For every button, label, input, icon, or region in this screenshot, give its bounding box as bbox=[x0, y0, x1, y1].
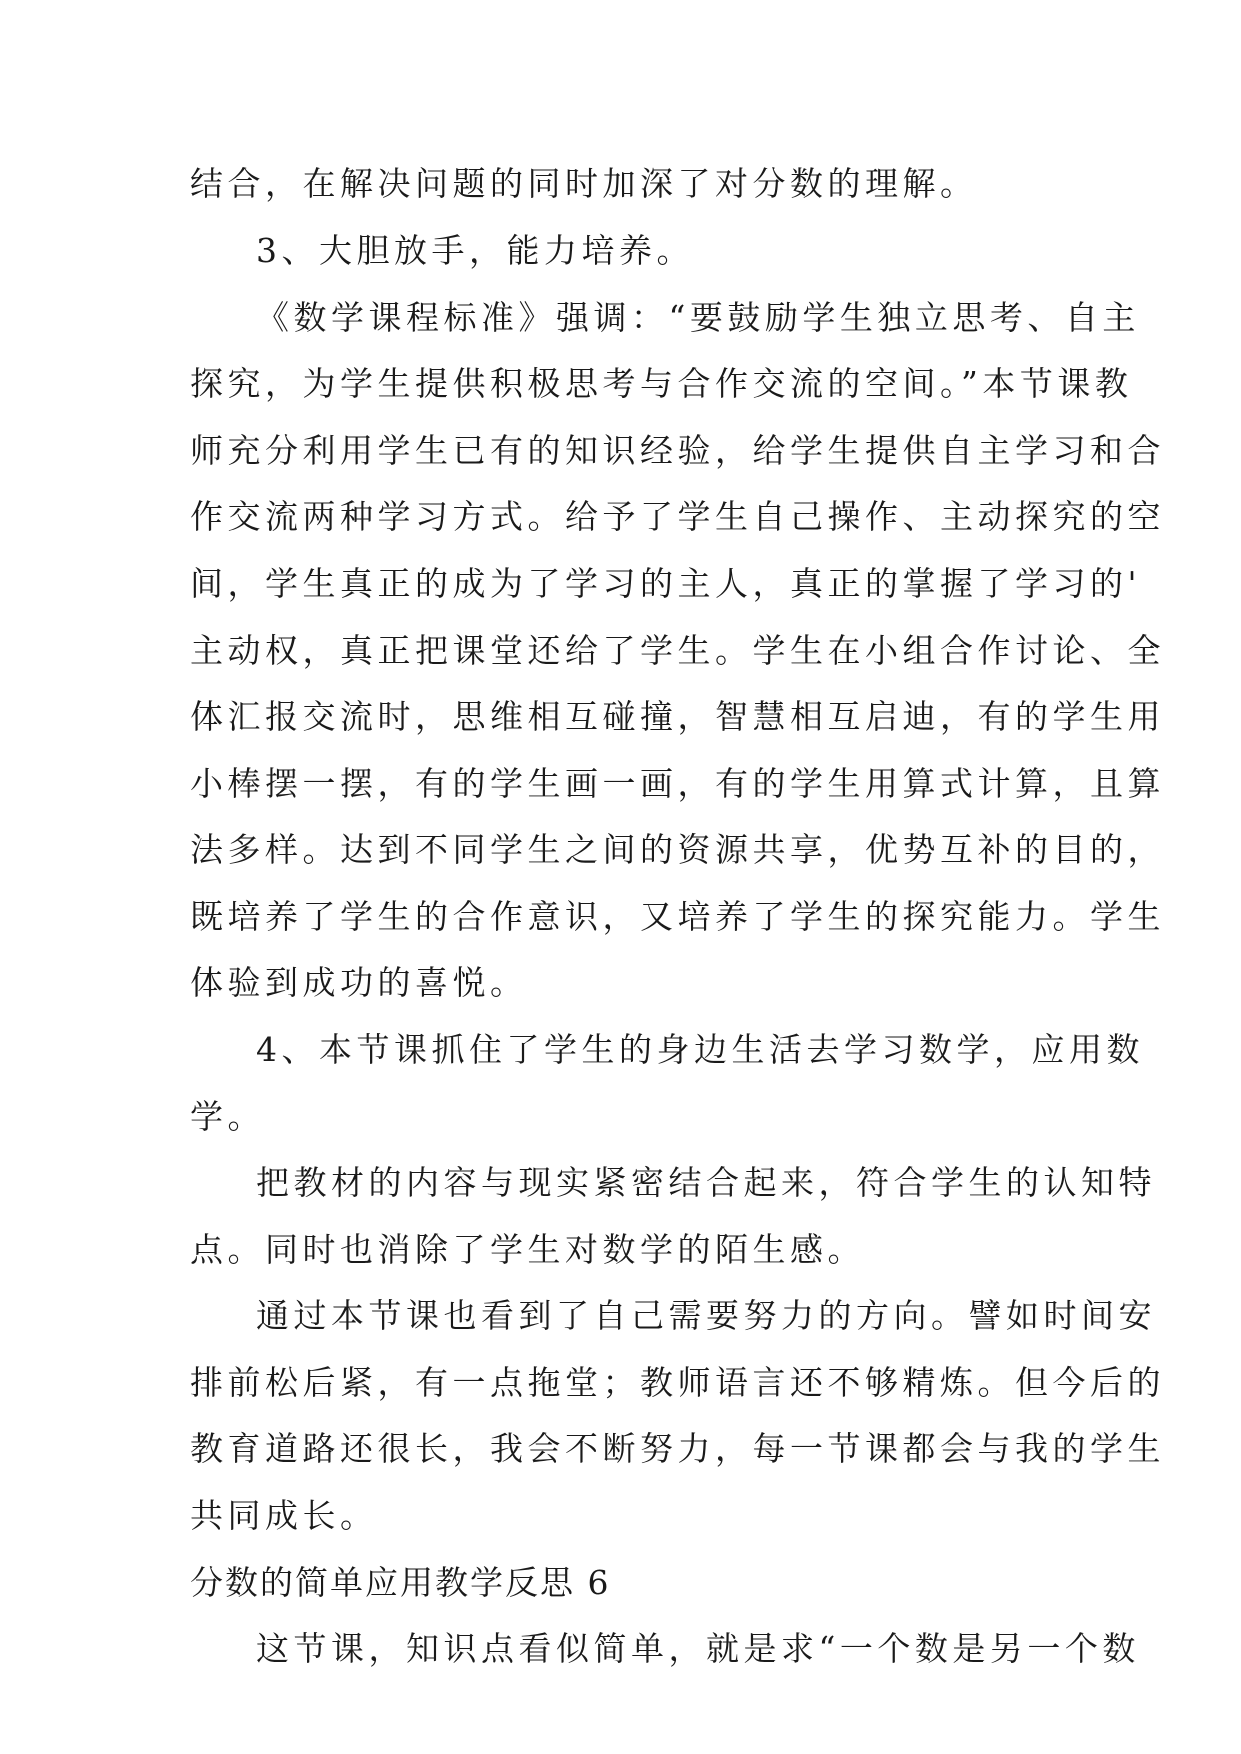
paragraph-line: 作交流两种学习方式。给予了学生自己操作、主动探究的空 bbox=[190, 497, 1165, 536]
paragraph-line: 体验到成功的喜悦。 bbox=[190, 963, 528, 1002]
paragraph-line: 3、大胆放手，能力培养。 bbox=[256, 231, 694, 270]
paragraph-line: 法多样。达到不同学生之间的资源共享，优势互补的目的， bbox=[190, 830, 1165, 869]
paragraph-line: 通过本节课也看到了自己需要努力的方向。譬如时间安 bbox=[256, 1296, 1156, 1335]
paragraph-line: 结合，在解决问题的同时加深了对分数的理解。 bbox=[190, 164, 978, 203]
paragraph-line: 教育道路还很长，我会不断努力，每一节课都会与我的学生 bbox=[190, 1429, 1165, 1468]
paragraph-line: 体汇报交流时，思维相互碰撞，智慧相互启迪，有的学生用 bbox=[190, 697, 1165, 736]
paragraph-line: 小棒摆一摆，有的学生画一画，有的学生用算式计算，且算 bbox=[190, 764, 1165, 803]
section-heading: 分数的简单应用教学反思 6 bbox=[190, 1563, 611, 1602]
paragraph-line: 学。 bbox=[190, 1097, 265, 1136]
paragraph-line: 4、本节课抓住了学生的身边生活去学习数学，应用数 bbox=[256, 1030, 1144, 1069]
paragraph-line: 既培养了学生的合作意识，又培养了学生的探究能力。学生 bbox=[190, 897, 1165, 936]
paragraph-line: 点。同时也消除了学生对数学的陌生感。 bbox=[190, 1230, 865, 1269]
paragraph-line: 共同成长。 bbox=[190, 1496, 378, 1535]
paragraph-line: 探究，为学生提供积极思考与合作交流的空间。”本节课教 bbox=[190, 364, 1133, 403]
paragraph-line: 主动权，真正把课堂还给了学生。学生在小组合作讨论、全 bbox=[190, 631, 1165, 670]
paragraph-line: 间，学生真正的成为了学习的主人，真正的掌握了学习的' bbox=[190, 564, 1142, 603]
paragraph-line: 《数学课程标准》强调：“要鼓励学生独立思考、自主 bbox=[256, 298, 1140, 337]
paragraph-line: 把教材的内容与现实紧密结合起来，符合学生的认知特 bbox=[256, 1163, 1156, 1202]
paragraph-line: 排前松后紧，有一点拖堂；教师语言还不够精炼。但今后的 bbox=[190, 1363, 1165, 1402]
paragraph-line: 这节课，知识点看似简单，就是求“一个数是另一个数 bbox=[256, 1629, 1140, 1668]
paragraph-line: 师充分利用学生已有的知识经验，给学生提供自主学习和合 bbox=[190, 431, 1165, 470]
